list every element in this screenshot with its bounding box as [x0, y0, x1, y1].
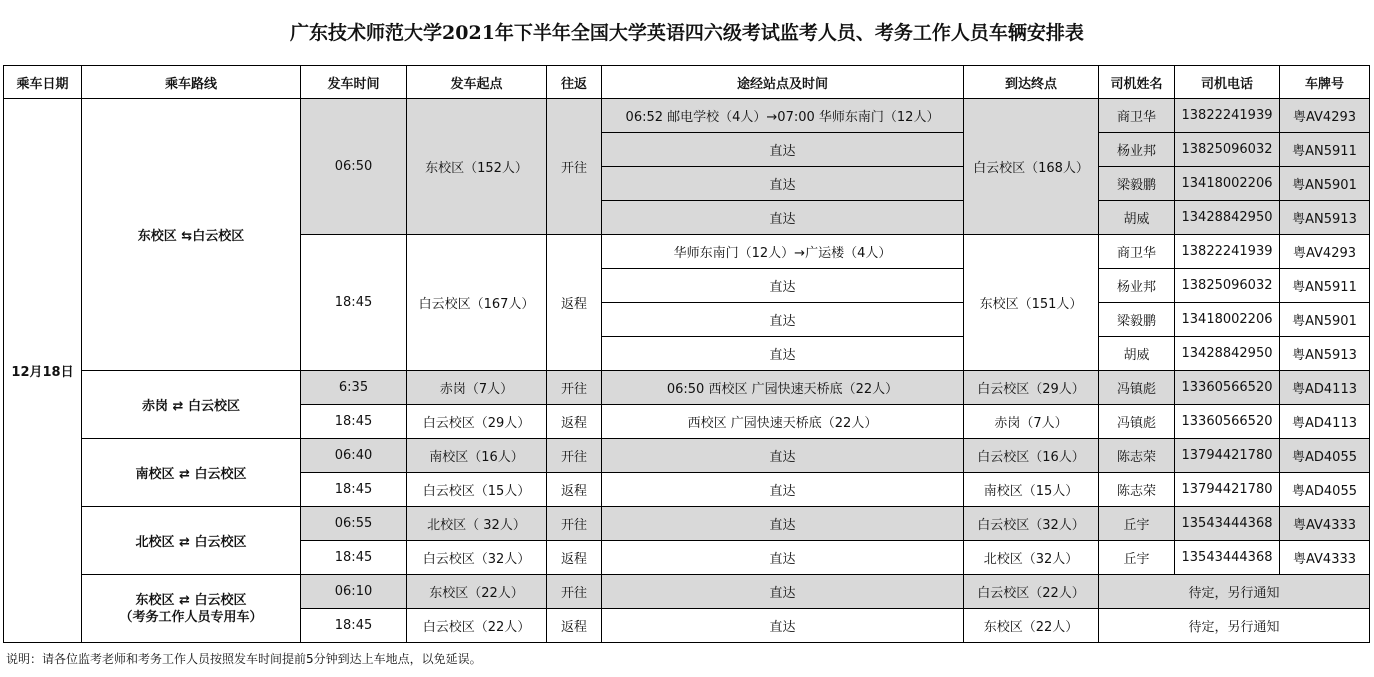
- direction-cell: 开往: [547, 99, 602, 235]
- start-cell: 白云校区（22人）: [407, 609, 547, 643]
- via-cell: 直达: [602, 303, 964, 337]
- table-row: [4, 507, 1370, 541]
- start-cell: 赤岗（7人）: [407, 371, 547, 405]
- end-cell: 白云校区（168人）: [964, 99, 1099, 235]
- start-cell: 白云校区（167人）: [407, 235, 547, 371]
- time-cell: 06:40: [301, 439, 407, 473]
- plate-cell: 粤AN5913: [1280, 201, 1370, 235]
- via-cell: 直达: [602, 439, 964, 473]
- plate-cell: 粤AV4293: [1280, 235, 1370, 269]
- via-cell: 直达: [602, 473, 964, 507]
- via-cell: 直达: [602, 133, 964, 167]
- header-date: 乘车日期: [4, 66, 82, 99]
- via-cell: 直达: [602, 507, 964, 541]
- plate-cell: 粤AN5913: [1280, 337, 1370, 371]
- via-cell: 直达: [602, 541, 964, 575]
- route-cell: 南校区 ⇄ 白云校区: [82, 439, 301, 507]
- route-line: 东校区 ⇄ 白云校区: [135, 592, 247, 608]
- driver-cell: 胡威: [1099, 201, 1175, 235]
- phone-cell: 13418002206: [1175, 303, 1280, 337]
- phone-cell: 13428842950: [1175, 201, 1280, 235]
- plate-cell: 粤AN5901: [1280, 303, 1370, 337]
- phone-cell: 13428842950: [1175, 337, 1280, 371]
- plate-cell: 粤AV4293: [1280, 99, 1370, 133]
- driver-cell: 冯镇彪: [1099, 405, 1175, 439]
- start-cell: 北校区（ 32人）: [407, 507, 547, 541]
- footnote: 说明：请各位监考老师和考务工作人员按照发车时间提前5分钟到达上车地点，以免延误。: [6, 652, 482, 666]
- direction-cell: 开往: [547, 575, 602, 609]
- end-cell: 赤岗（7人）: [964, 405, 1099, 439]
- table-row: [4, 99, 1370, 133]
- driver-cell: 陈志荣: [1099, 473, 1175, 507]
- driver-cell: 杨业邦: [1099, 269, 1175, 303]
- header-via: 途经站点及时间: [602, 66, 964, 99]
- phone-cell: 13418002206: [1175, 167, 1280, 201]
- table-row: [4, 575, 1370, 609]
- start-cell: 白云校区（29人）: [407, 405, 547, 439]
- time-cell: 18:45: [301, 235, 407, 371]
- via-cell: 直达: [602, 201, 964, 235]
- plate-cell: 粤AD4113: [1280, 405, 1370, 439]
- time-cell: 06:50: [301, 99, 407, 235]
- phone-cell: 13822241939: [1175, 235, 1280, 269]
- time-cell: 18:45: [301, 541, 407, 575]
- start-cell: 白云校区（32人）: [407, 541, 547, 575]
- driver-cell: 冯镇彪: [1099, 371, 1175, 405]
- driver-cell: 丘宇: [1099, 541, 1175, 575]
- time-cell: 06:10: [301, 575, 407, 609]
- time-cell: 18:45: [301, 405, 407, 439]
- phone-cell: 13543444368: [1175, 507, 1280, 541]
- driver-cell: 商卫华: [1099, 99, 1175, 133]
- end-cell: 东校区（22人）: [964, 609, 1099, 643]
- direction-cell: 返程: [547, 405, 602, 439]
- phone-cell: 13360566520: [1175, 405, 1280, 439]
- via-cell: 直达: [602, 167, 964, 201]
- header-route: 乘车路线: [82, 66, 301, 99]
- header-end: 到达终点: [964, 66, 1099, 99]
- route-cell: 东校区 ⇆白云校区: [82, 99, 301, 371]
- header-driver: 司机姓名: [1099, 66, 1175, 99]
- direction-cell: 返程: [547, 473, 602, 507]
- direction-cell: 开往: [547, 439, 602, 473]
- end-cell: 南校区（15人）: [964, 473, 1099, 507]
- via-cell: 直达: [602, 575, 964, 609]
- direction-cell: 开往: [547, 371, 602, 405]
- header-phone: 司机电话: [1175, 66, 1280, 99]
- via-cell: 06:50 西校区 广园快速天桥底（22人）: [602, 371, 964, 405]
- plate-cell: 粤AN5901: [1280, 167, 1370, 201]
- phone-cell: 13794421780: [1175, 473, 1280, 507]
- time-cell: 06:55: [301, 507, 407, 541]
- header-row: [4, 66, 1370, 99]
- route-cell: 赤岗 ⇄ 白云校区: [82, 371, 301, 439]
- via-cell: 06:52 邮电学校（4人）→07:00 华师东南门（12人）: [602, 99, 964, 133]
- phone-cell: 13825096032: [1175, 133, 1280, 167]
- plate-cell: 粤AD4113: [1280, 371, 1370, 405]
- table-row: [4, 371, 1370, 405]
- via-cell: 直达: [602, 269, 964, 303]
- start-cell: 南校区（16人）: [407, 439, 547, 473]
- driver-cell: 丘宇: [1099, 507, 1175, 541]
- end-cell: 白云校区（32人）: [964, 507, 1099, 541]
- driver-cell: 梁毅鹏: [1099, 303, 1175, 337]
- via-cell: 西校区 广园快速天桥底（22人）: [602, 405, 964, 439]
- via-cell: 华师东南门（12人）→广运楼（4人）: [602, 235, 964, 269]
- date-cell: 12月18日: [4, 99, 82, 643]
- time-cell: 18:45: [301, 473, 407, 507]
- pending-cell: 待定，另行通知: [1099, 575, 1370, 609]
- driver-cell: 商卫华: [1099, 235, 1175, 269]
- phone-cell: 13794421780: [1175, 439, 1280, 473]
- direction-cell: 返程: [547, 235, 602, 371]
- table-row: [4, 439, 1370, 473]
- driver-cell: 梁毅鹏: [1099, 167, 1175, 201]
- direction-cell: 返程: [547, 541, 602, 575]
- via-cell: 直达: [602, 337, 964, 371]
- end-cell: 白云校区（22人）: [964, 575, 1099, 609]
- direction-cell: 返程: [547, 609, 602, 643]
- header-depart-time: 发车时间: [301, 66, 407, 99]
- direction-cell: 开往: [547, 507, 602, 541]
- end-cell: 白云校区（29人）: [964, 371, 1099, 405]
- header-direction: 往返: [547, 66, 602, 99]
- phone-cell: 13822241939: [1175, 99, 1280, 133]
- time-cell: 18:45: [301, 609, 407, 643]
- plate-cell: 粤AD4055: [1280, 439, 1370, 473]
- schedule-table: [3, 65, 1370, 643]
- phone-cell: 13825096032: [1175, 269, 1280, 303]
- end-cell: 白云校区（16人）: [964, 439, 1099, 473]
- end-cell: 北校区（32人）: [964, 541, 1099, 575]
- plate-cell: 粤AN5911: [1280, 269, 1370, 303]
- sheet-title: 广东技术师范大学2021年下半年全国大学英语四六级考试监考人员、考务工作人员车辆安排表: [290, 22, 1084, 44]
- start-cell: 白云校区（15人）: [407, 473, 547, 507]
- plate-cell: 粤AV4333: [1280, 541, 1370, 575]
- plate-cell: 粤AV4333: [1280, 507, 1370, 541]
- header-plate: 车牌号: [1280, 66, 1370, 99]
- via-cell: 直达: [602, 609, 964, 643]
- start-cell: 东校区（152人）: [407, 99, 547, 235]
- phone-cell: 13543444368: [1175, 541, 1280, 575]
- driver-cell: 杨业邦: [1099, 133, 1175, 167]
- time-cell: 6:35: [301, 371, 407, 405]
- route-cell: 北校区 ⇄ 白云校区: [82, 507, 301, 575]
- route-note: （考务工作人员专用车）: [119, 609, 263, 625]
- end-cell: 东校区（151人）: [964, 235, 1099, 371]
- plate-cell: 粤AN5911: [1280, 133, 1370, 167]
- header-start: 发车起点: [407, 66, 547, 99]
- plate-cell: 粤AD4055: [1280, 473, 1370, 507]
- start-cell: 东校区（22人）: [407, 575, 547, 609]
- driver-cell: 胡威: [1099, 337, 1175, 371]
- driver-cell: 陈志荣: [1099, 439, 1175, 473]
- pending-cell: 待定，另行通知: [1099, 609, 1370, 643]
- phone-cell: 13360566520: [1175, 371, 1280, 405]
- route-cell: [82, 575, 301, 643]
